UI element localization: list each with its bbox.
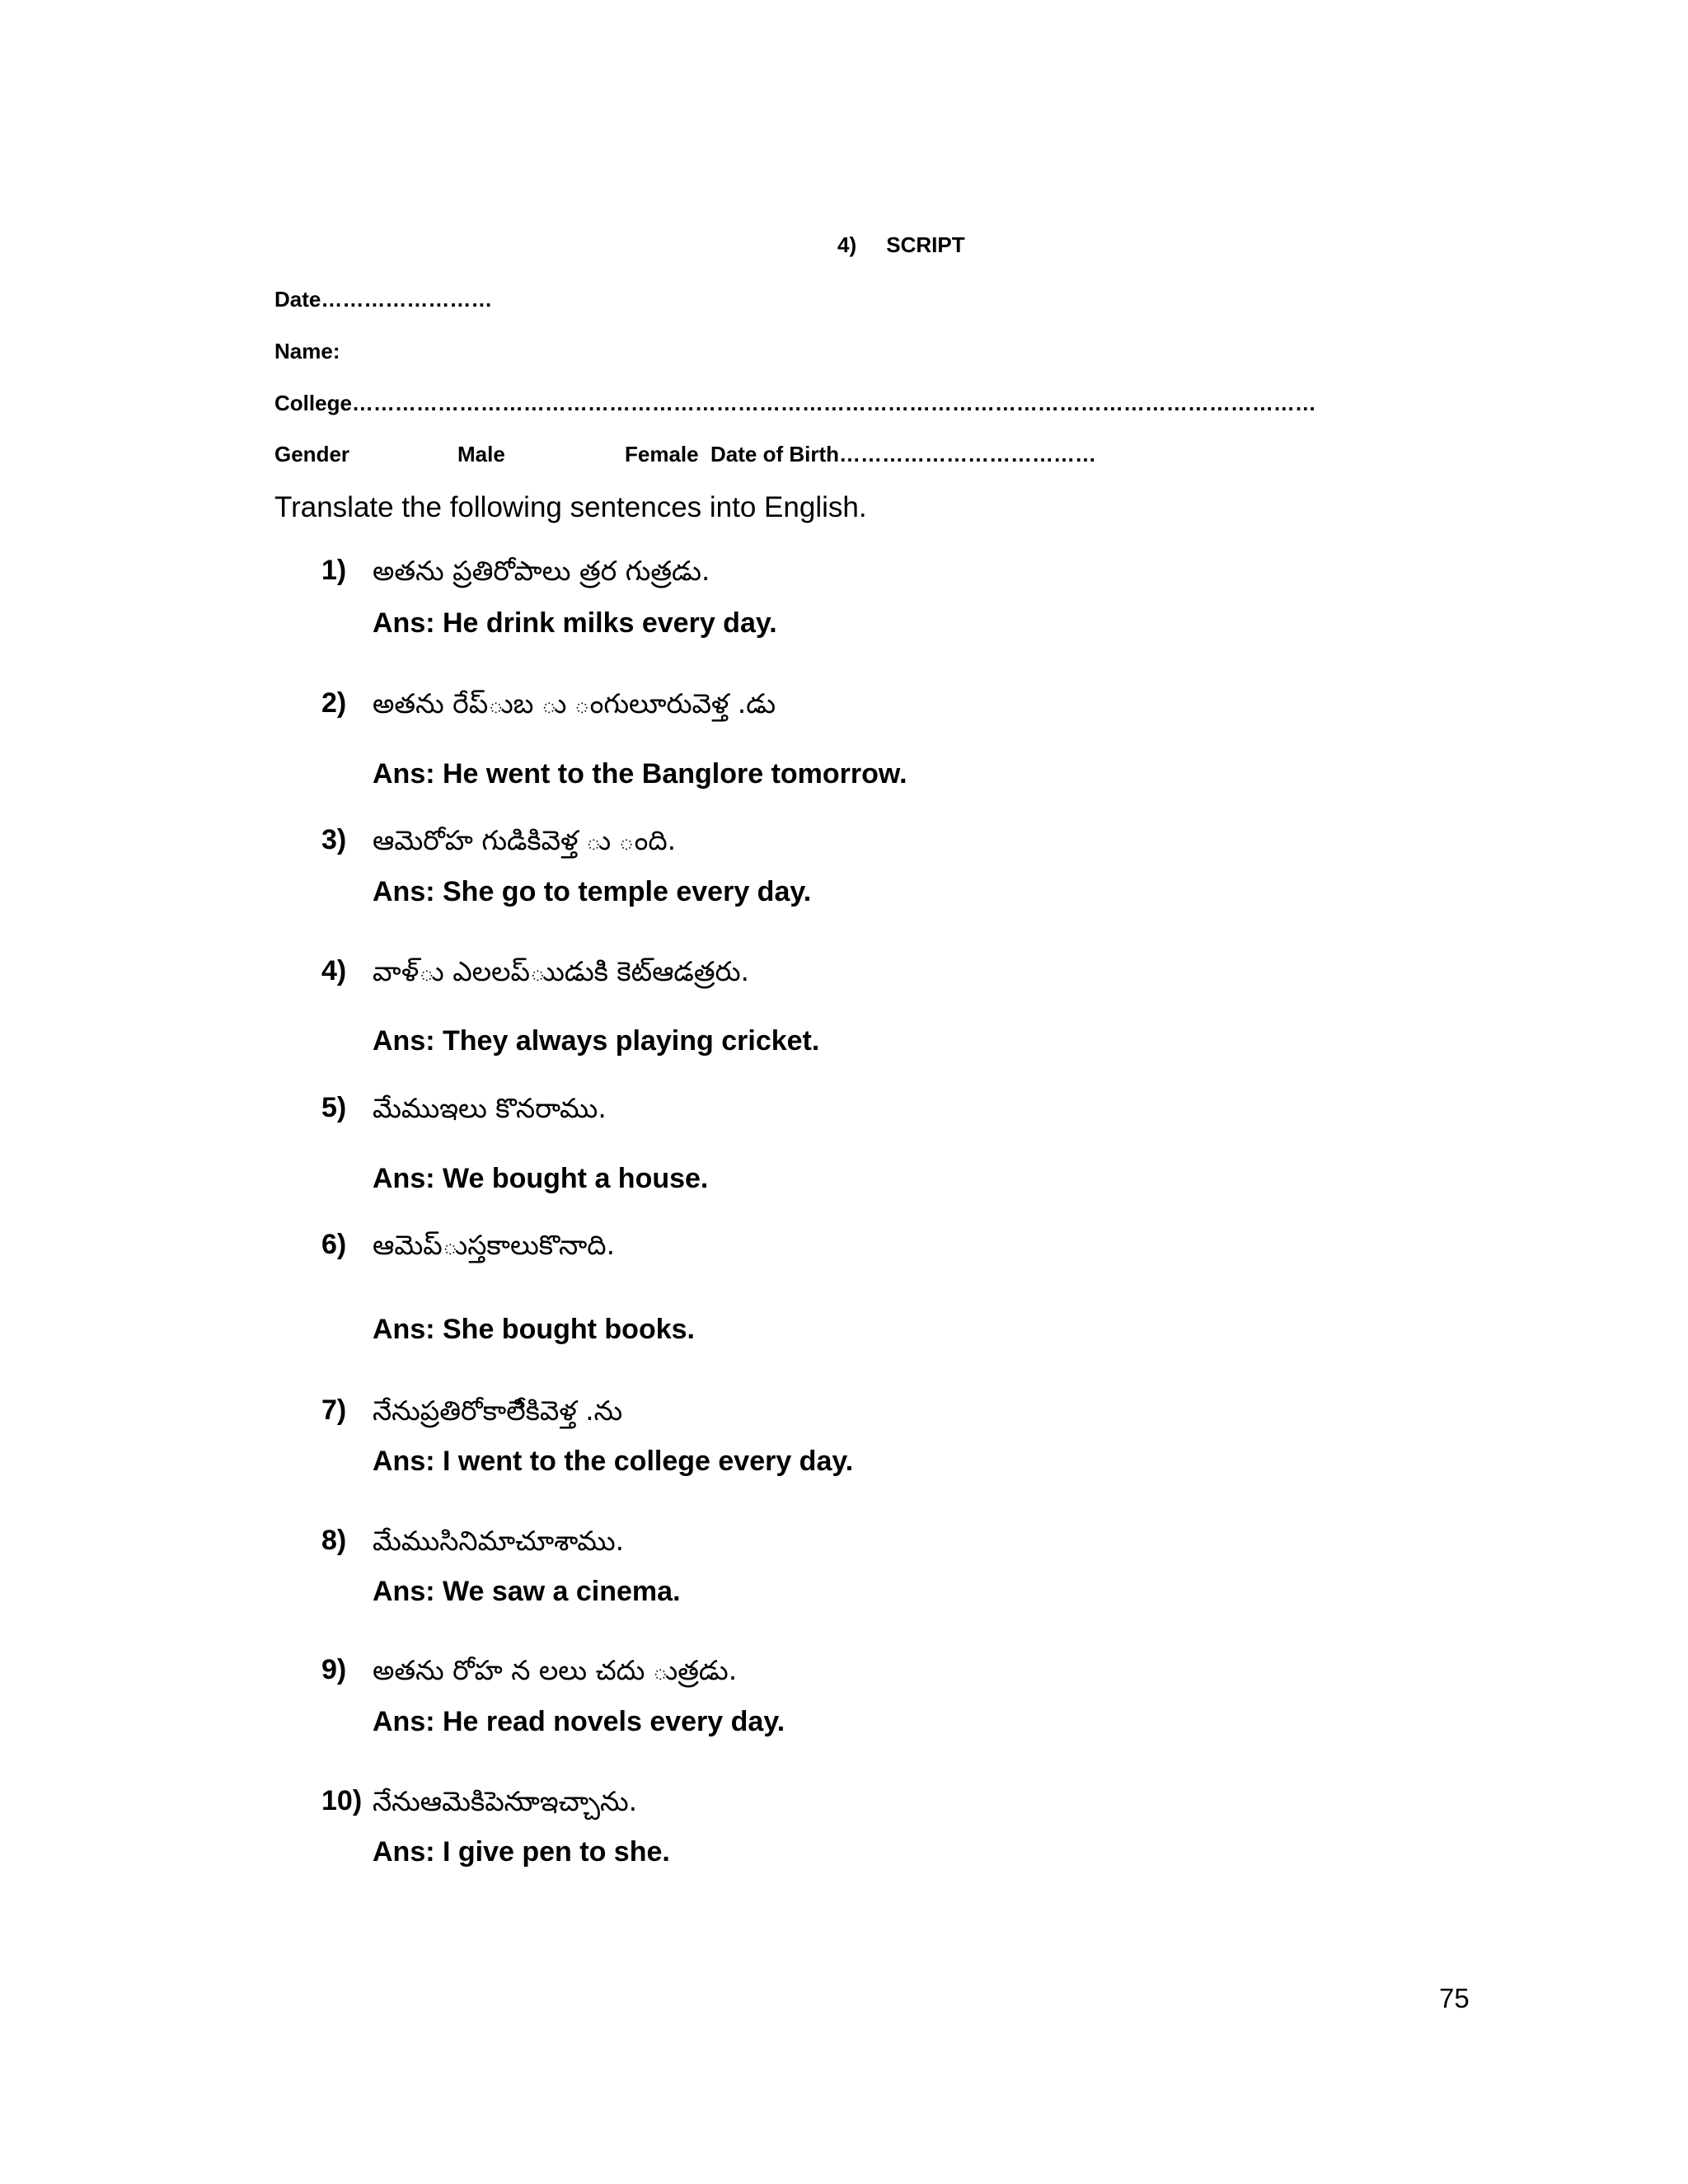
instruction-text: Translate the following sentences into English.: [274, 491, 867, 523]
answer-text: Ans: They always playing cricket.: [373, 1025, 820, 1057]
question-number: 9): [321, 1654, 347, 1685]
college-line: College………………………………………………………………………………………………………………………: [274, 391, 1316, 415]
telugu-sentence: ఆమెప్ుస్తకాలుకొనాది.: [373, 1229, 616, 1261]
telugu-sentence: నేనుఆమెకిపెనుాఇచ్చాను.: [373, 1785, 638, 1817]
page-number: 75: [1439, 1983, 1470, 2013]
telugu-sentence: నేనుప్రతిరోకాలేికివెళ్త .ను: [373, 1394, 623, 1427]
name-line: Name:: [274, 339, 340, 363]
question-number: 8): [321, 1525, 347, 1556]
date-line: Date……………………: [274, 287, 493, 312]
answer-text: Ans: He drink milks every day.: [373, 607, 777, 639]
question-number: 7): [321, 1394, 347, 1426]
answer-text: Ans: He read novels every day.: [373, 1706, 785, 1737]
telugu-sentence: అతను ప్రతిరోపాలు త్రర గుత్రడు.: [373, 555, 710, 587]
answer-text: Ans: We saw a cinema.: [373, 1576, 681, 1607]
female-label: Female: [625, 442, 699, 466]
telugu-sentence: మేముసినిమాచూశాము.: [373, 1525, 625, 1557]
telugu-sentence: అతను రేప్ుబ ు ంగులూరువెళ్త .డు: [373, 687, 776, 719]
answer-text: Ans: I give pen to she.: [373, 1836, 670, 1868]
answer-text: Ans: I went to the college every day.: [373, 1446, 854, 1477]
gender-label: Gender: [274, 442, 350, 466]
answer-text: Ans: She go to temple every day.: [373, 876, 812, 907]
gender-row: [274, 442, 1099, 475]
question-number: 1): [321, 555, 347, 586]
telugu-sentence: అతను రోహ న లలు చదు ుత్రడు.: [373, 1654, 738, 1686]
question-number: 6): [321, 1229, 347, 1260]
answer-text: Ans: She bought books.: [373, 1314, 695, 1345]
telugu-sentence: మేముఇలు కొనరాము.: [373, 1092, 607, 1124]
answer-text: Ans: He went to the Banglore tomorrow.: [373, 758, 907, 790]
question-number: 5): [321, 1092, 347, 1123]
question-number: 4): [321, 955, 347, 987]
answer-text: Ans: We bought a house.: [373, 1163, 709, 1194]
telugu-sentence: ఆమెరోహ గుడికివెళ్త ు ంది.: [373, 824, 677, 856]
question-number: 2): [321, 687, 347, 719]
question-number: 3): [321, 824, 347, 855]
section-title: 4) SCRIPT: [837, 232, 965, 257]
question-number: 10): [321, 1785, 363, 1816]
date-of-birth-line: Date of Birth………………………………: [710, 442, 1096, 466]
telugu-sentence: వాళ్ు ఎలలప్ుుడుకిి కెట్ఆడత్రరు.: [373, 955, 750, 987]
male-label: Male: [457, 442, 505, 466]
